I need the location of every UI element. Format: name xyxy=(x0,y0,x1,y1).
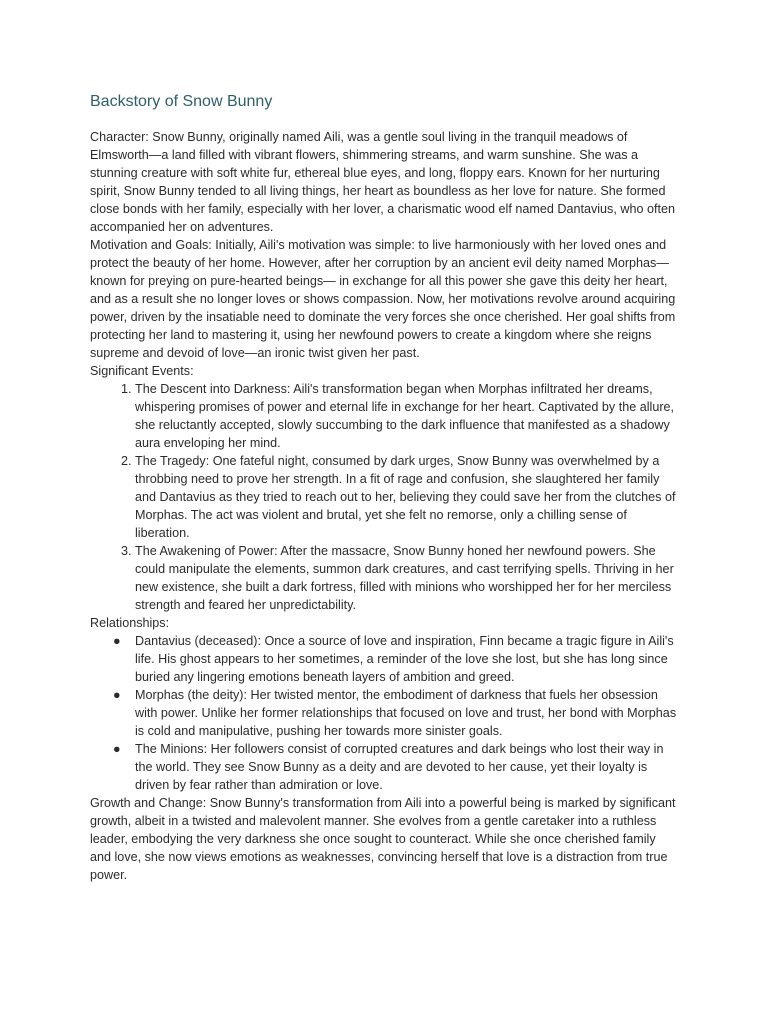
events-list xyxy=(90,380,680,614)
list-item xyxy=(113,740,680,794)
list-item: 2. The Tragedy: One fateful night, consumed by dark urges, Snow Bunny was overwhelmed by a throbbing need to prove her strength. In a fit of rage and confusion, she slaughtered her family and Dantavius as they tried to reach out to her, believing they could save her from the clutches of Morphas. The act was violent and brutal, yet she felt no remorse, only a chilling sense of liberation. xyxy=(135,452,680,542)
bullet-icon: ● xyxy=(113,634,121,648)
growth-paragraph: Growth and Change: Snow Bunny's transformation from Aili into a powerful being is marked by significant growth, albeit in a twisted and malevolent manner. She evolves from a gentle caretaker into a ruthless leader, embodying the very darkness she once sought to counteract. While she once cherished family and love, she now views emotions as weaknesses, convincing herself that love is a distraction from true power. xyxy=(90,796,676,882)
list-item xyxy=(113,632,680,686)
events-heading: Significant Events: xyxy=(90,364,194,378)
list-item: 3. The Awakening of Power: After the massacre, Snow Bunny honed her newfound powers. She could manipulate the elements, summon dark creatures, and cast terrifying spells. Thriving in her new existence, she built a dark fortress, filled with minions who worshipped her for her merciless strength and feared her unpredictability. xyxy=(135,542,680,614)
motivation-paragraph: Motivation and Goals: Initially, Aili's motivation was simple: to live harmoniously with her loved ones and protect the beauty of her home. However, after her corruption by an ancient evil deity named Morphas—known for preying on pure-hearted beings— in exchange for all this power she gave this deity her heart, and as a result she no longer loves or shows compassion. Now, her motivations revolve around acquiring power, driven by the insatiable need to dominate the very forces she once cherished. Her goal shifts from protecting her land to mastering it, using her newfound powers to create a kingdom where she reigns supreme and devoid of love—an ironic twist given her past. xyxy=(90,238,676,360)
bullet-icon: ● xyxy=(113,742,121,756)
character-paragraph: Character: Snow Bunny, originally named Aili, was a gentle soul living in the tranquil meadows of Elmsworth—a land filled with vibrant flowers, shimmering streams, and warm sunshine. She was a stunning creature with soft white fur, ethereal blue eyes, and long, floppy ears. Known for her nurturing spirit, Snow Bunny tended to all living things, her heart as boundless as her love for nature. She formed close bonds with her family, especially with her lover, a charismatic wood elf named Dantavius, who often accompanied her on adventures. xyxy=(90,130,675,234)
document-title: Backstory of Snow Bunny xyxy=(90,93,273,110)
list-item: 1. The Descent into Darkness: Aili's transformation began when Morphas infiltrated her dreams, whispering promises of power and eternal life in exchange for her heart. Captivated by the allure, she reluctantly accepted, slowly succumbing to the dark influence that manifested as a shadowy aura enveloping her mind. xyxy=(135,380,680,452)
relationships-list xyxy=(90,632,680,794)
relationship-text: Morphas (the deity): Her twisted mentor, the embodiment of darkness that fuels her obsession with power. Unlike her former relationships that focused on love and trust, her bond with Morphas is cold and manipulative, pushing her towards more sinister goals. xyxy=(135,688,677,738)
bullet-icon: ● xyxy=(113,688,121,702)
document-body xyxy=(90,92,680,884)
list-item xyxy=(113,686,680,740)
relationship-text: Dantavius (deceased): Once a source of love and inspiration, Finn became a tragic figure in Aili's life. His ghost appears to her sometimes, a reminder of the love she lost, but she has long since buried any lingering emotions beneath layers of ambition and greed. xyxy=(135,634,674,684)
relationship-text: The Minions: Her followers consist of corrupted creatures and dark beings who lost their way in the world. They see Snow Bunny as a deity and are devoted to her cause, yet their loyalty is driven by fear rather than admiration or love. xyxy=(135,742,664,792)
relationships-heading: Relationships: xyxy=(90,616,170,630)
